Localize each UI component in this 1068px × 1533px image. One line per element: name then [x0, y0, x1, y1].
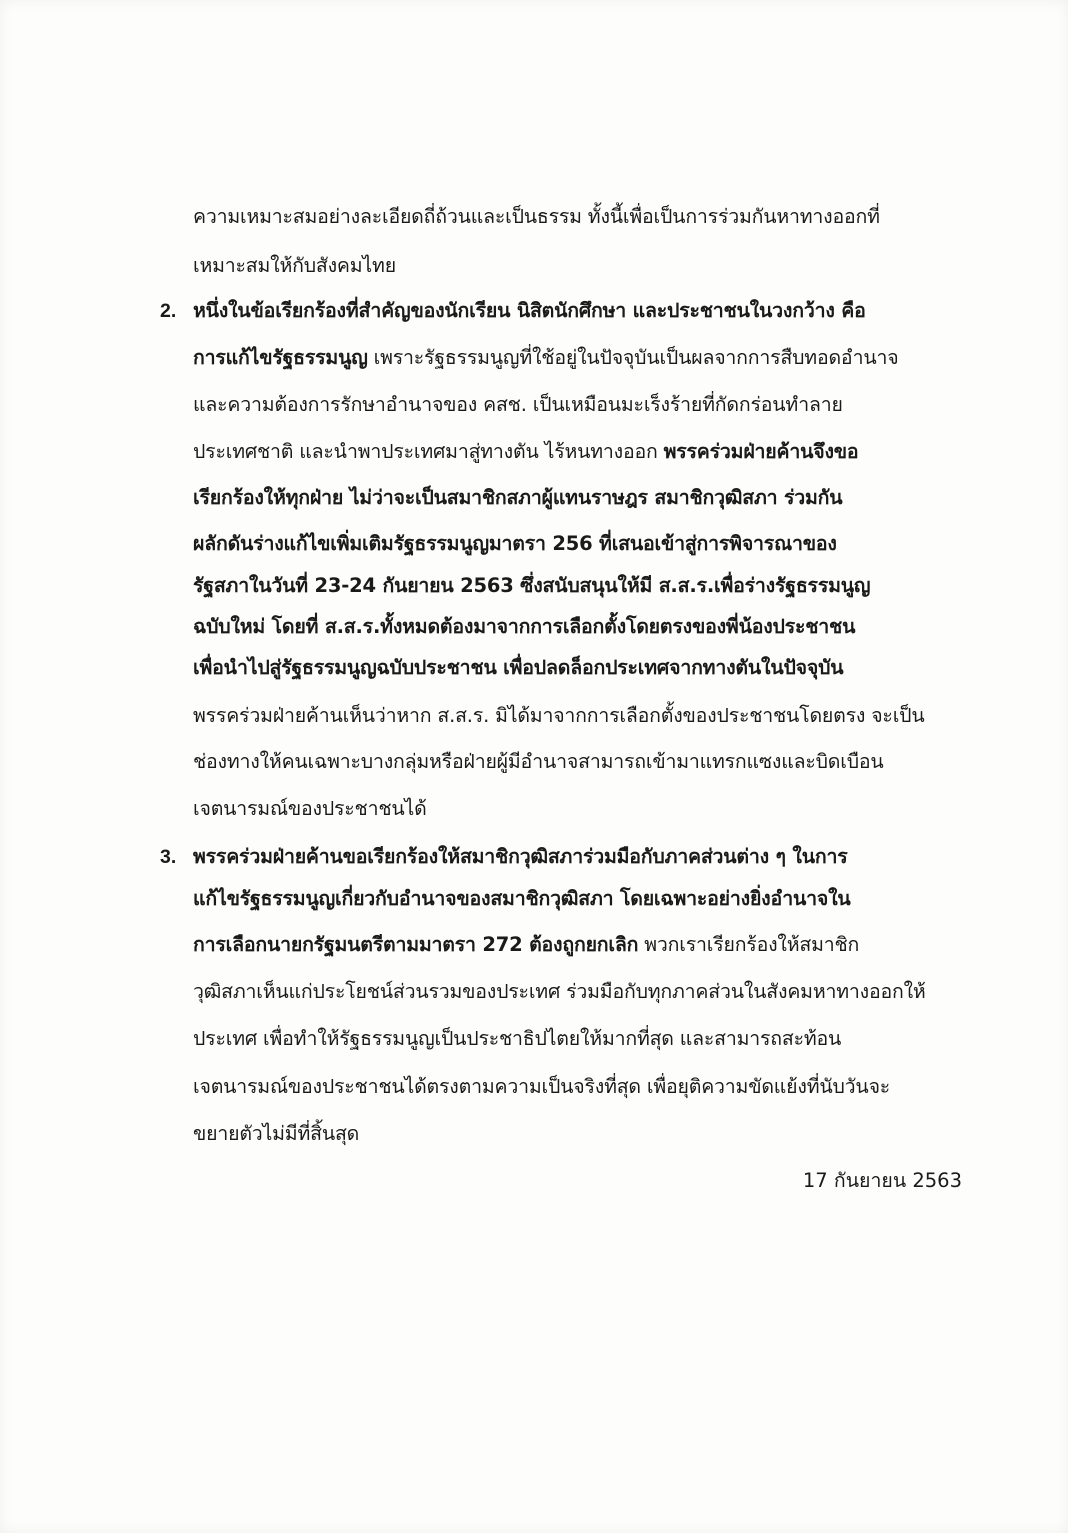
paragraph-line: วุฒิสภาเห็นแก่ประโยชน์ส่วนรวมของประเทศ ร่วมมือกับทุกภาคส่วนในสังคมหาทางออกให้ — [193, 980, 926, 1003]
normal-text: เพราะรัฐธรรมนูญที่ใช้อยู่ในปัจจุบันเป็นผลจากการสืบทอดอำนาจ — [367, 346, 899, 369]
paragraph-line: เรียกร้องให้ทุกฝ่าย ไม่ว่าจะเป็นสมาชิกสภาผู้แทนราษฎร สมาชิกวุฒิสภา ร่วมกัน — [193, 486, 843, 509]
paragraph-line: แก้ไขรัฐธรรมนูญเกี่ยวกับอำนาจของสมาชิกวุฒิสภา โดยเฉพาะอย่างยิ่งอำนาจใน — [193, 887, 851, 910]
paragraph-line: ความเหมาะสมอย่างละเอียดถี่ถ้วนและเป็นธรรม ทั้งนี้เพื่อเป็นการร่วมกันหาทางออกที่ — [193, 205, 880, 228]
paragraph-line — [193, 346, 899, 370]
bold-text: การแก้ไขรัฐธรรมนูญ — [193, 346, 368, 369]
paragraph-line: ขยายตัวไม่มีที่สิ้นสุด — [193, 1122, 360, 1145]
document-date: 17 กันยายน 2563 — [802, 1169, 962, 1192]
paragraph-line: ฉบับใหม่ โดยที่ ส.ส.ร.ทั้งหมดต้องมาจากการเลือกตั้งโดยตรงของพี่น้องประชาชน — [193, 615, 856, 638]
paragraph-line: และความต้องการรักษาอำนาจของ คสช. เป็นเหมือนมะเร็งร้ายที่กัดกร่อนทำลาย — [193, 393, 843, 416]
bold-text: พรรคร่วมฝ่ายค้านจึงขอ — [663, 440, 859, 463]
paragraph-line: พรรคร่วมฝ่ายค้านเห็นว่าหาก ส.ส.ร. มิได้มาจากการเลือกตั้งของประชาชนโดยตรง จะเป็น — [193, 704, 925, 727]
paragraph-line — [193, 933, 859, 957]
paragraph-line: เจตนารมณ์ของประชาชนได้ตรงตามความเป็นจริงที่สุด เพื่อยุติความขัดแย้งที่นับวันจะ — [193, 1075, 891, 1098]
normal-text: พวกเราเรียกร้องให้สมาชิก — [638, 933, 860, 956]
paragraph-line — [193, 440, 858, 464]
normal-text: ประเทศชาติ และนำพาประเทศมาสู่ทางตัน ไร้หนทางออก — [193, 440, 664, 463]
paragraph-line: หนึ่งในข้อเรียกร้องที่สำคัญของนักเรียน นิสิตนักศึกษา และประชาชนในวงกว้าง คือ — [193, 299, 866, 322]
paragraph-line: พรรคร่วมฝ่ายค้านขอเรียกร้องให้สมาชิกวุฒิสภาร่วมมือกับภาคส่วนต่าง ๆ ในการ — [193, 845, 848, 868]
paragraph-line: เจตนารมณ์ของประชาชนได้ — [193, 797, 427, 820]
list-number: 2. — [160, 300, 177, 322]
paragraph-line: รัฐสภาในวันที่ 23-24 กันยายน 2563 ซึ่งสนับสนุนให้มี ส.ส.ร.เพื่อร่างรัฐธรรมนูญ — [193, 574, 871, 597]
paragraph-line: ผลักดันร่างแก้ไขเพิ่มเติมรัฐธรรมนูญมาตรา 256 ที่เสนอเข้าสู่การพิจารณาของ — [193, 532, 837, 555]
bold-text: การเลือกนายกรัฐมนตรีตามมาตรา 272 ต้องถูกยกเลิก — [193, 933, 639, 956]
paragraph-line: ช่องทางให้คนเฉพาะบางกลุ่มหรือฝ่ายผู้มีอำนาจสามารถเข้ามาแทรกแซงและบิดเบือน — [193, 750, 884, 773]
paragraph-line: ประเทศ เพื่อทำให้รัฐธรรมนูญเป็นประชาธิปไตยให้มากที่สุด และสามารถสะท้อน — [193, 1027, 842, 1050]
paragraph-line: เพื่อนำไปสู่รัฐธรรมนูญฉบับประชาชน เพื่อปลดล็อกประเทศจากทางตันในปัจจุบัน — [193, 656, 844, 679]
list-number: 3. — [160, 846, 177, 868]
paragraph-line: เหมาะสมให้กับสังคมไทย — [193, 254, 396, 277]
